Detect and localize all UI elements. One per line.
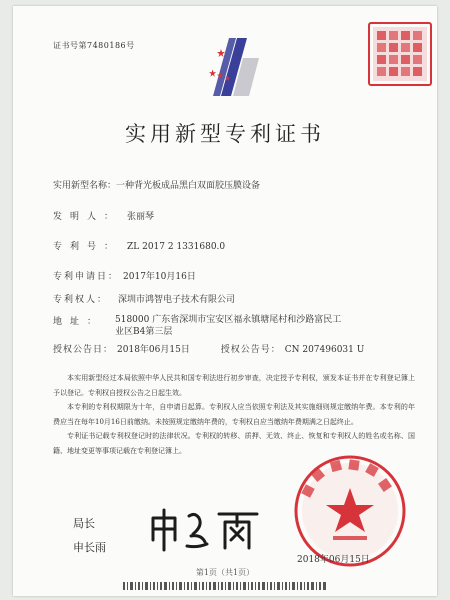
filing-date-value: 2017年10月16日 — [123, 272, 196, 282]
filing-date-label: 专利申请日： — [53, 272, 120, 282]
grant-date-value: 2018年06月15日 — [117, 345, 190, 355]
grant-announcement-row — [53, 342, 364, 355]
director-name: 申长雨 — [73, 541, 106, 554]
filing-date-row — [53, 269, 196, 282]
top-right-seal-stamp — [367, 21, 433, 87]
utility-model-name-value: 一种背光板成品黑白双面胶压膜设备 — [116, 181, 261, 191]
director-title: 局长 — [73, 517, 95, 530]
body-paragraph-2: 本专利的专利权期限为十年，自申请日起算。专利权人应当依照专利法及其实施细则规定缴纳年费。本专利的年费应当在每年10月16日前缴纳。未按照规定缴纳年费的，专利权自应当缴纳年费期满之日起终止。 — [53, 403, 415, 426]
barcode-strip — [123, 582, 327, 590]
address-line-2: 业区B4第三层 — [115, 327, 173, 337]
body-paragraph-1: 本实用新型经过本局依照中华人民共和国专利法进行初步审查，决定授予专利权，颁发本证书并在专利登记簿上予以登记。专利权自授权公告之日起生效。 — [53, 374, 415, 397]
address-label: 地址： — [53, 317, 105, 327]
seal-date: 2018年06月15日 — [297, 555, 370, 565]
patent-number-row — [53, 239, 225, 252]
certificate-body-text — [53, 371, 415, 458]
patent-office-emblem-icon — [203, 36, 263, 98]
patentee-label: 专利权人： — [53, 295, 109, 305]
inventor-label: 发明人： — [53, 212, 122, 222]
page-footer: 第1页（共1页） — [195, 568, 255, 577]
patentee-row — [53, 292, 235, 305]
address-line-1: 518000 广东省深圳市宝安区福永镇塘尾村和沙路富民工 — [115, 315, 342, 325]
body-paragraph-3: 专利证书记载专利权登记时的法律状况。专利权的转移、质押、无效、终止、恢复和专利权人的姓名或名称、国籍、地址变更等事项记载在专利登记簿上。 — [53, 432, 415, 455]
patentee-value: 深圳市鸿智电子技术有限公司 — [118, 295, 236, 305]
grant-date-label: 授权公告日： — [53, 345, 114, 355]
inventor-value: 张丽琴 — [127, 212, 155, 222]
inventor-row — [53, 209, 154, 222]
patent-number-value: ZL 2017 2 1331680.0 — [127, 242, 226, 252]
certificate-number: 证书号第7480186号 — [53, 41, 135, 50]
certificate-page — [13, 6, 437, 596]
director-signature — [145, 504, 265, 554]
patent-number-label: 专利号： — [53, 242, 122, 252]
utility-model-name-row — [53, 178, 260, 191]
utility-model-name-label: 实用新型名称： — [53, 181, 117, 191]
announcement-number-label: 授权公告号： — [220, 345, 281, 355]
certificate-title: 实用新型专利证书 — [125, 122, 325, 146]
director-title-block — [73, 512, 106, 560]
announcement-number-value: CN 207496031 U — [284, 345, 365, 355]
